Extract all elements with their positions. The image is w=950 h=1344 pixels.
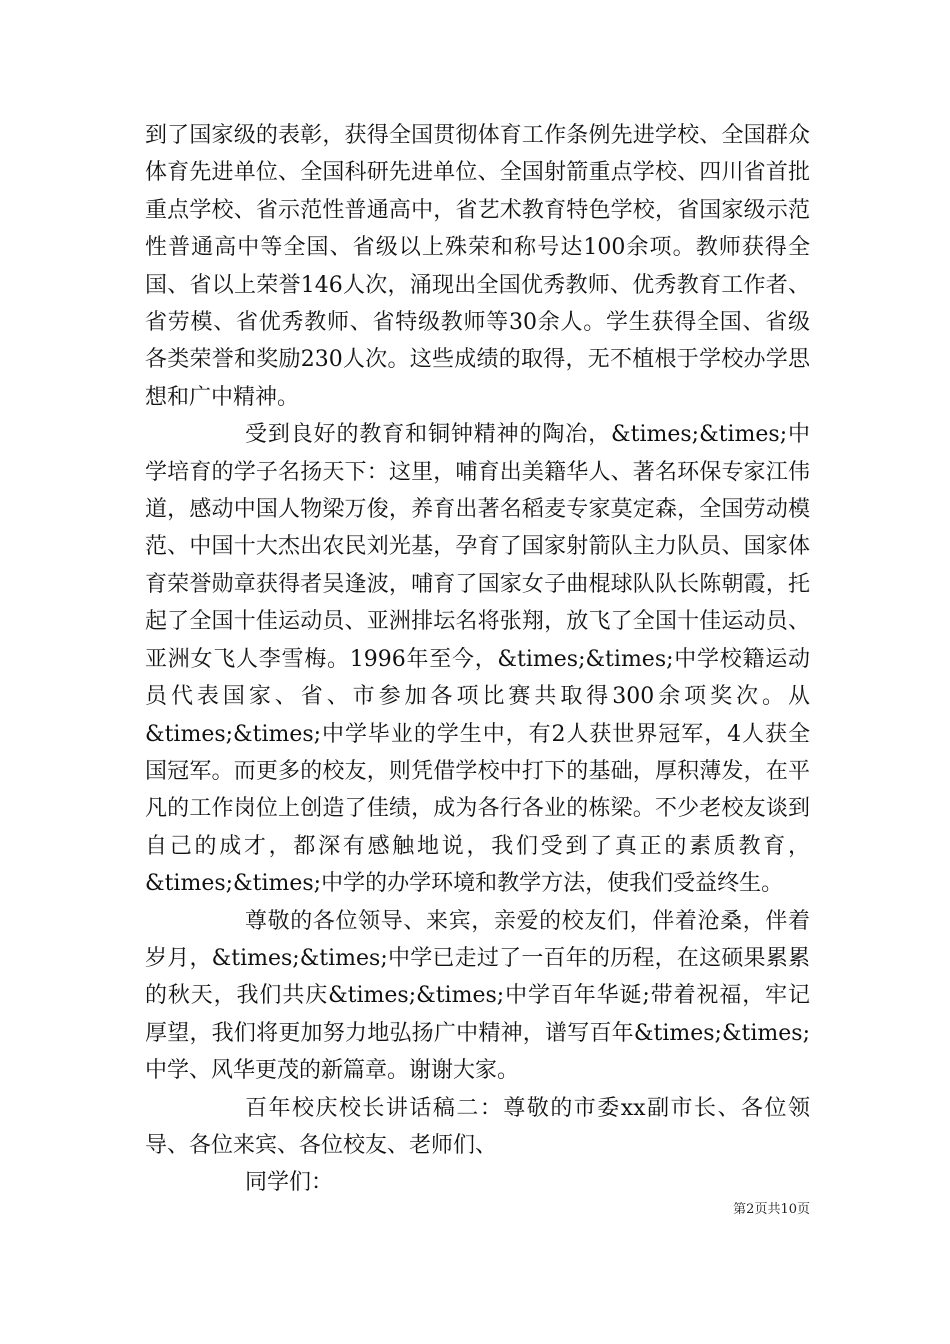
paragraph-4: 百年校庆校长讲话稿二：尊敬的市委xx副市长、各位领导、各位来宾、各位校友、老师们、 [145,1095,810,1158]
document-body [145,117,810,1202]
page-number-footer: 第2页共10页 [733,1202,810,1217]
paragraph-5: 同学们： [245,1170,334,1196]
paragraph-2: 受到良好的教育和铜钟精神的陶冶，&times;&times;中学培育的学子名扬天下：这里，哺育出美籍华人、著名环保专家江伟道，感动中国人物梁万俊，养育出著名稻麦专家莫定森，全国劳动模范、中国十大杰出农民刘光基，孕育了国家射箭队主力队员、国家体育荣誉勋章获得者吴逢波，哺育了国家女子曲棍球队队长陈朝霞，托起了全国十佳运动员、亚洲排坛名将张翔，放飞了全国十佳运动员、亚洲女飞人李雪梅。1996年至今，&times;&times;中学校籍运动员代表国家、省、市参加各项比赛共取得300余项奖次。从&times;&times;中学毕业的学生中，有2人获世界冠军，4人获全国冠军。而更多的校友，则凭借学校中打下的基础，厚积薄发，在平凡的工作岗位上创造了佳绩，成为各行各业的栋梁。不少老校友谈到自己的成才，都深有感触地说，我们受到了真正的素质教育，&times;&times;中学的办学环境和教学方法，使我们受益终生。 [145,422,810,897]
paragraph-1: 到了国家级的表彰，获得全国贯彻体育工作条例先进学校、全国群众体育先进单位、全国科研先进单位、全国射箭重点学校、四川省首批重点学校、省示范性普通高中，省艺术教育特色学校，省国家级示范性普通高中等全国、省级以上殊荣和称号达100余项。教师获得全国、省以上荣誉146人次，涌现出全国优秀教师、优秀教育工作者、省劳模、省优秀教师、省特级教师等30余人。学生获得全国、省级各类荣誉和奖励230人次。这些成绩的取得，无不植根于学校办学思想和广中精神。 [145,123,810,410]
paragraph-3: 尊敬的各位领导、来宾，亲爱的校友们，伴着沧桑，伴着岁月，&times;&times;中学已走过了一百年的历程，在这硕果累累的秋天，我们共庆&times;&times;中学百年华诞;带着祝福，牢记厚望，我们将更加努力地弘扬广中精神，谱写百年&times;&times;中学、风华更茂的新篇章。谢谢大家。 [145,908,810,1084]
